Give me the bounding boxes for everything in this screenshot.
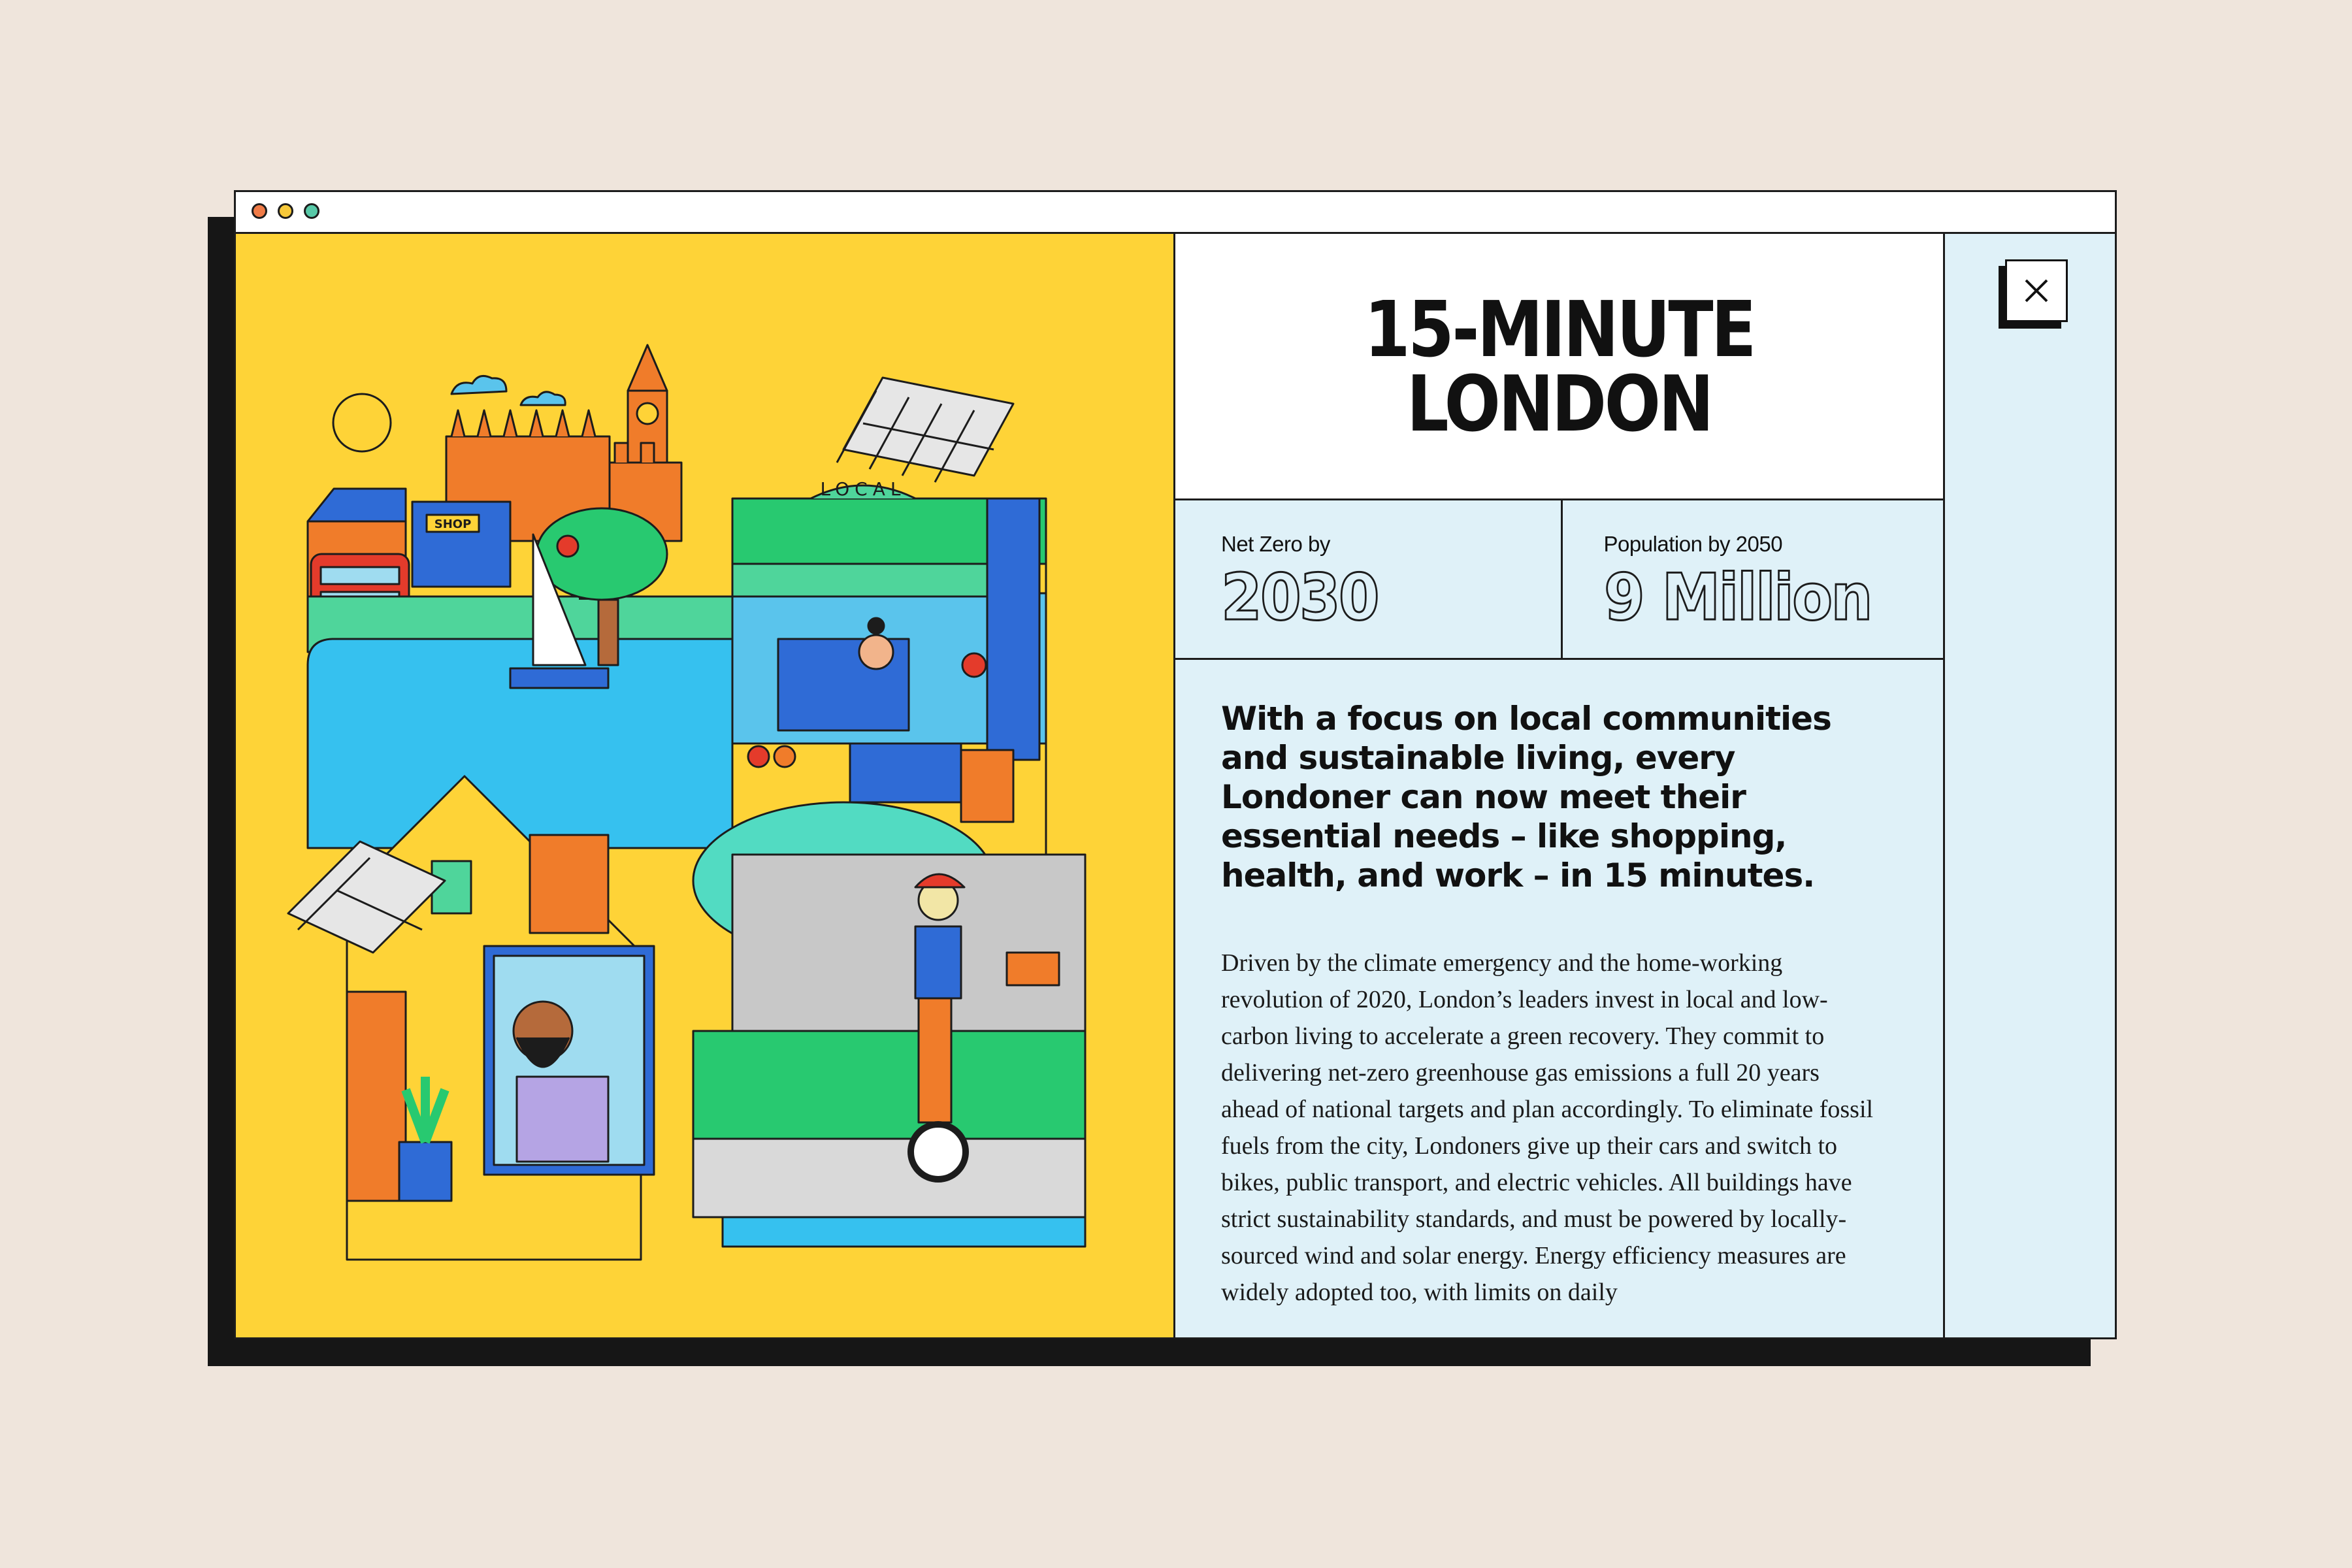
tree-icon xyxy=(536,508,667,600)
cloud-icon xyxy=(451,376,506,394)
maximize-dot[interactable] xyxy=(304,203,319,219)
browser-window xyxy=(234,190,2117,1339)
cloud-icon xyxy=(521,392,565,405)
stat-value: 9 Million xyxy=(1603,561,1871,635)
close-icon xyxy=(2021,275,2052,306)
sun-icon xyxy=(333,394,391,451)
solar-panel-icon xyxy=(837,378,1013,482)
stat-population xyxy=(1561,500,1944,658)
market-stall xyxy=(732,478,1046,855)
lead-paragraph: With a focus on local communities and sustainable living, every Londoner can now meet their essential needs – like shopping, health, and work – in 15 minutes. xyxy=(1221,700,1831,894)
article-panel xyxy=(1175,234,1943,1337)
stat-label: Net Zero by xyxy=(1221,532,1330,556)
london-illustration xyxy=(236,234,1175,1337)
close-button[interactable] xyxy=(2005,259,2068,322)
close-dot[interactable] xyxy=(252,203,267,219)
right-sidebar xyxy=(1943,234,2115,1337)
stats-row xyxy=(1175,500,1943,660)
stat-value: 2030 xyxy=(1221,561,1378,635)
stat-label: Population by 2050 xyxy=(1603,532,1783,556)
window-titlebar xyxy=(236,192,2115,234)
illustration-panel xyxy=(236,234,1175,1337)
title-box xyxy=(1175,234,1943,500)
svg-text:LOCAL: LOCAL xyxy=(820,478,906,500)
house-icon xyxy=(347,776,654,1260)
body-paragraph: Driven by the climate emergency and the home-working revolution of 2020, London’s leaders invest in local and low-carbon living to accelerate a green recovery. They commit to delivering net-zero greenhouse gas emissions a full 20 years ahead of national targets and plan accordingly. To eliminate fossil fuels from the city, Londoners give up their cars and switch to bikes, public transport, and electric vehicles. All buildings have strict sustainability standards, and must be powered by locally-sourced wind and solar energy. Energy efficiency measures are widely adopted too, with limits on daily xyxy=(1221,949,1874,1306)
minimize-dot[interactable] xyxy=(278,203,293,219)
svg-text:SHOP: SHOP xyxy=(434,517,472,531)
stat-net-zero xyxy=(1175,500,1561,658)
page-title: 15-MINUTE LONDON xyxy=(1364,284,1755,449)
